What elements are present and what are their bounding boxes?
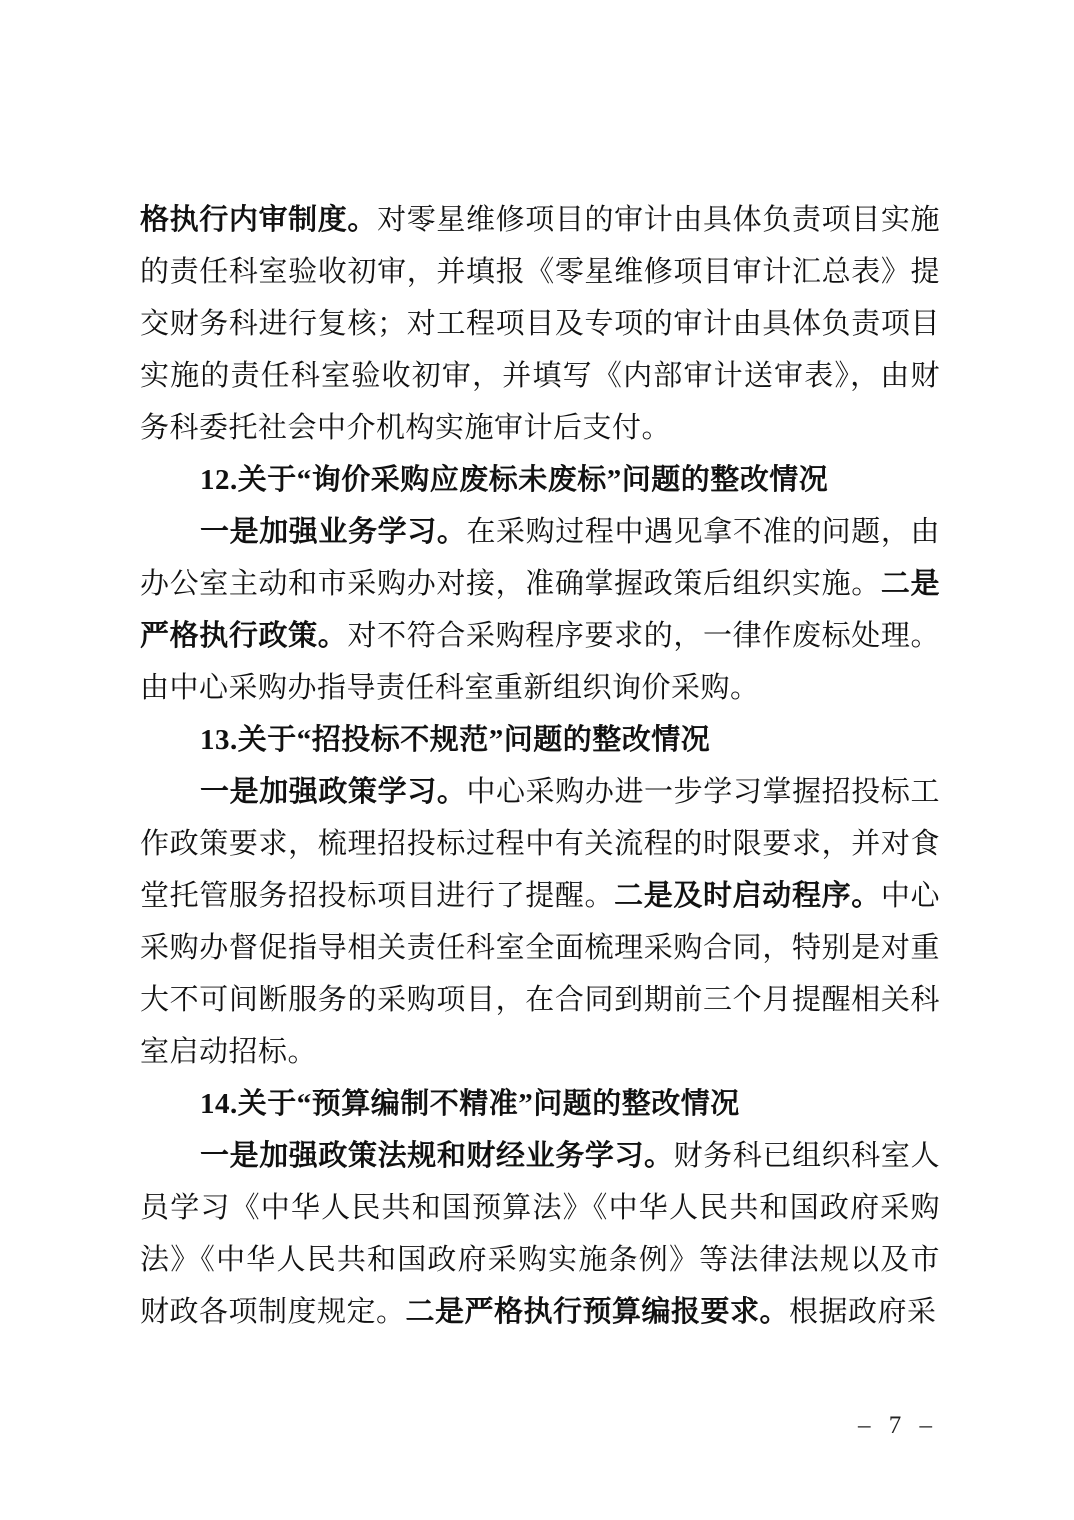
section-heading: [140, 1078, 940, 1130]
bold-text-segment: 13.关于“招投标不规范”问题的整改情况: [200, 724, 711, 756]
bold-text-segment: 二是及时启动程序。: [614, 880, 881, 912]
bold-text-segment: 二是严格执行预算编报要求。: [405, 1296, 790, 1328]
body-paragraph: [140, 766, 940, 1078]
page-number: – 7 –: [858, 1412, 938, 1439]
bold-text-segment: 一是加强政策法规和财经业务学习。: [200, 1140, 674, 1172]
body-paragraph: [140, 194, 940, 454]
bold-text-segment: 14.关于“预算编制不精准”问题的整改情况: [200, 1088, 740, 1120]
body-paragraph: [140, 506, 940, 714]
bold-text-segment: 格执行内审制度。: [140, 204, 378, 236]
bold-text-segment: 二是严格执行政策。: [140, 568, 940, 652]
text-segment: 对零星维修项目的审计由具体负责项目实施的责任科室验收初审，并填报《零星维修项目审计汇总表》提交财务科进行复核；对工程项目及专项的审计由具体负责项目实施的责任科室验收初审，并填写《内部审计送审表》，由财务科委托社会中介机构实施审计后支付。: [140, 204, 940, 444]
text-segment: 中心采购办督促指导相关责任科室全面梳理采购合同，特别是对重大不可间断服务的采购项目，在合同到期前三个月提醒相关科室启动招标。: [140, 880, 940, 1068]
text-segment: 对不符合采购程序要求的，一律作废标处理。由中心采购办指导责任科室重新组织询价采购。: [140, 620, 940, 704]
text-segment: 根据政府采: [789, 1296, 937, 1328]
bold-text-segment: 12.关于“询价采购应废标未废标”问题的整改情况: [200, 464, 829, 496]
bold-text-segment: 一是加强业务学习。: [200, 516, 467, 548]
document-body: [140, 194, 940, 1338]
text-segment: 财务科已组织科室人员学习《中华人民共和国预算法》《中华人民共和国政府采购法》《中华人民共和国政府采购实施条例》等法律法规以及市财政各项制度规定。: [140, 1140, 940, 1328]
bold-text-segment: 一是加强政策学习。: [200, 776, 467, 808]
section-heading: [140, 714, 940, 766]
body-paragraph: [140, 1130, 940, 1338]
section-heading: [140, 454, 940, 506]
text-segment: 在采购过程中遇见拿不准的问题，由办公室主动和市采购办对接，准确掌握政策后组织实施。: [140, 516, 940, 600]
text-segment: 中心采购办进一步学习掌握招投标工作政策要求，梳理招投标过程中有关流程的时限要求，并对食堂托管服务招投标项目进行了提醒。: [140, 776, 940, 912]
